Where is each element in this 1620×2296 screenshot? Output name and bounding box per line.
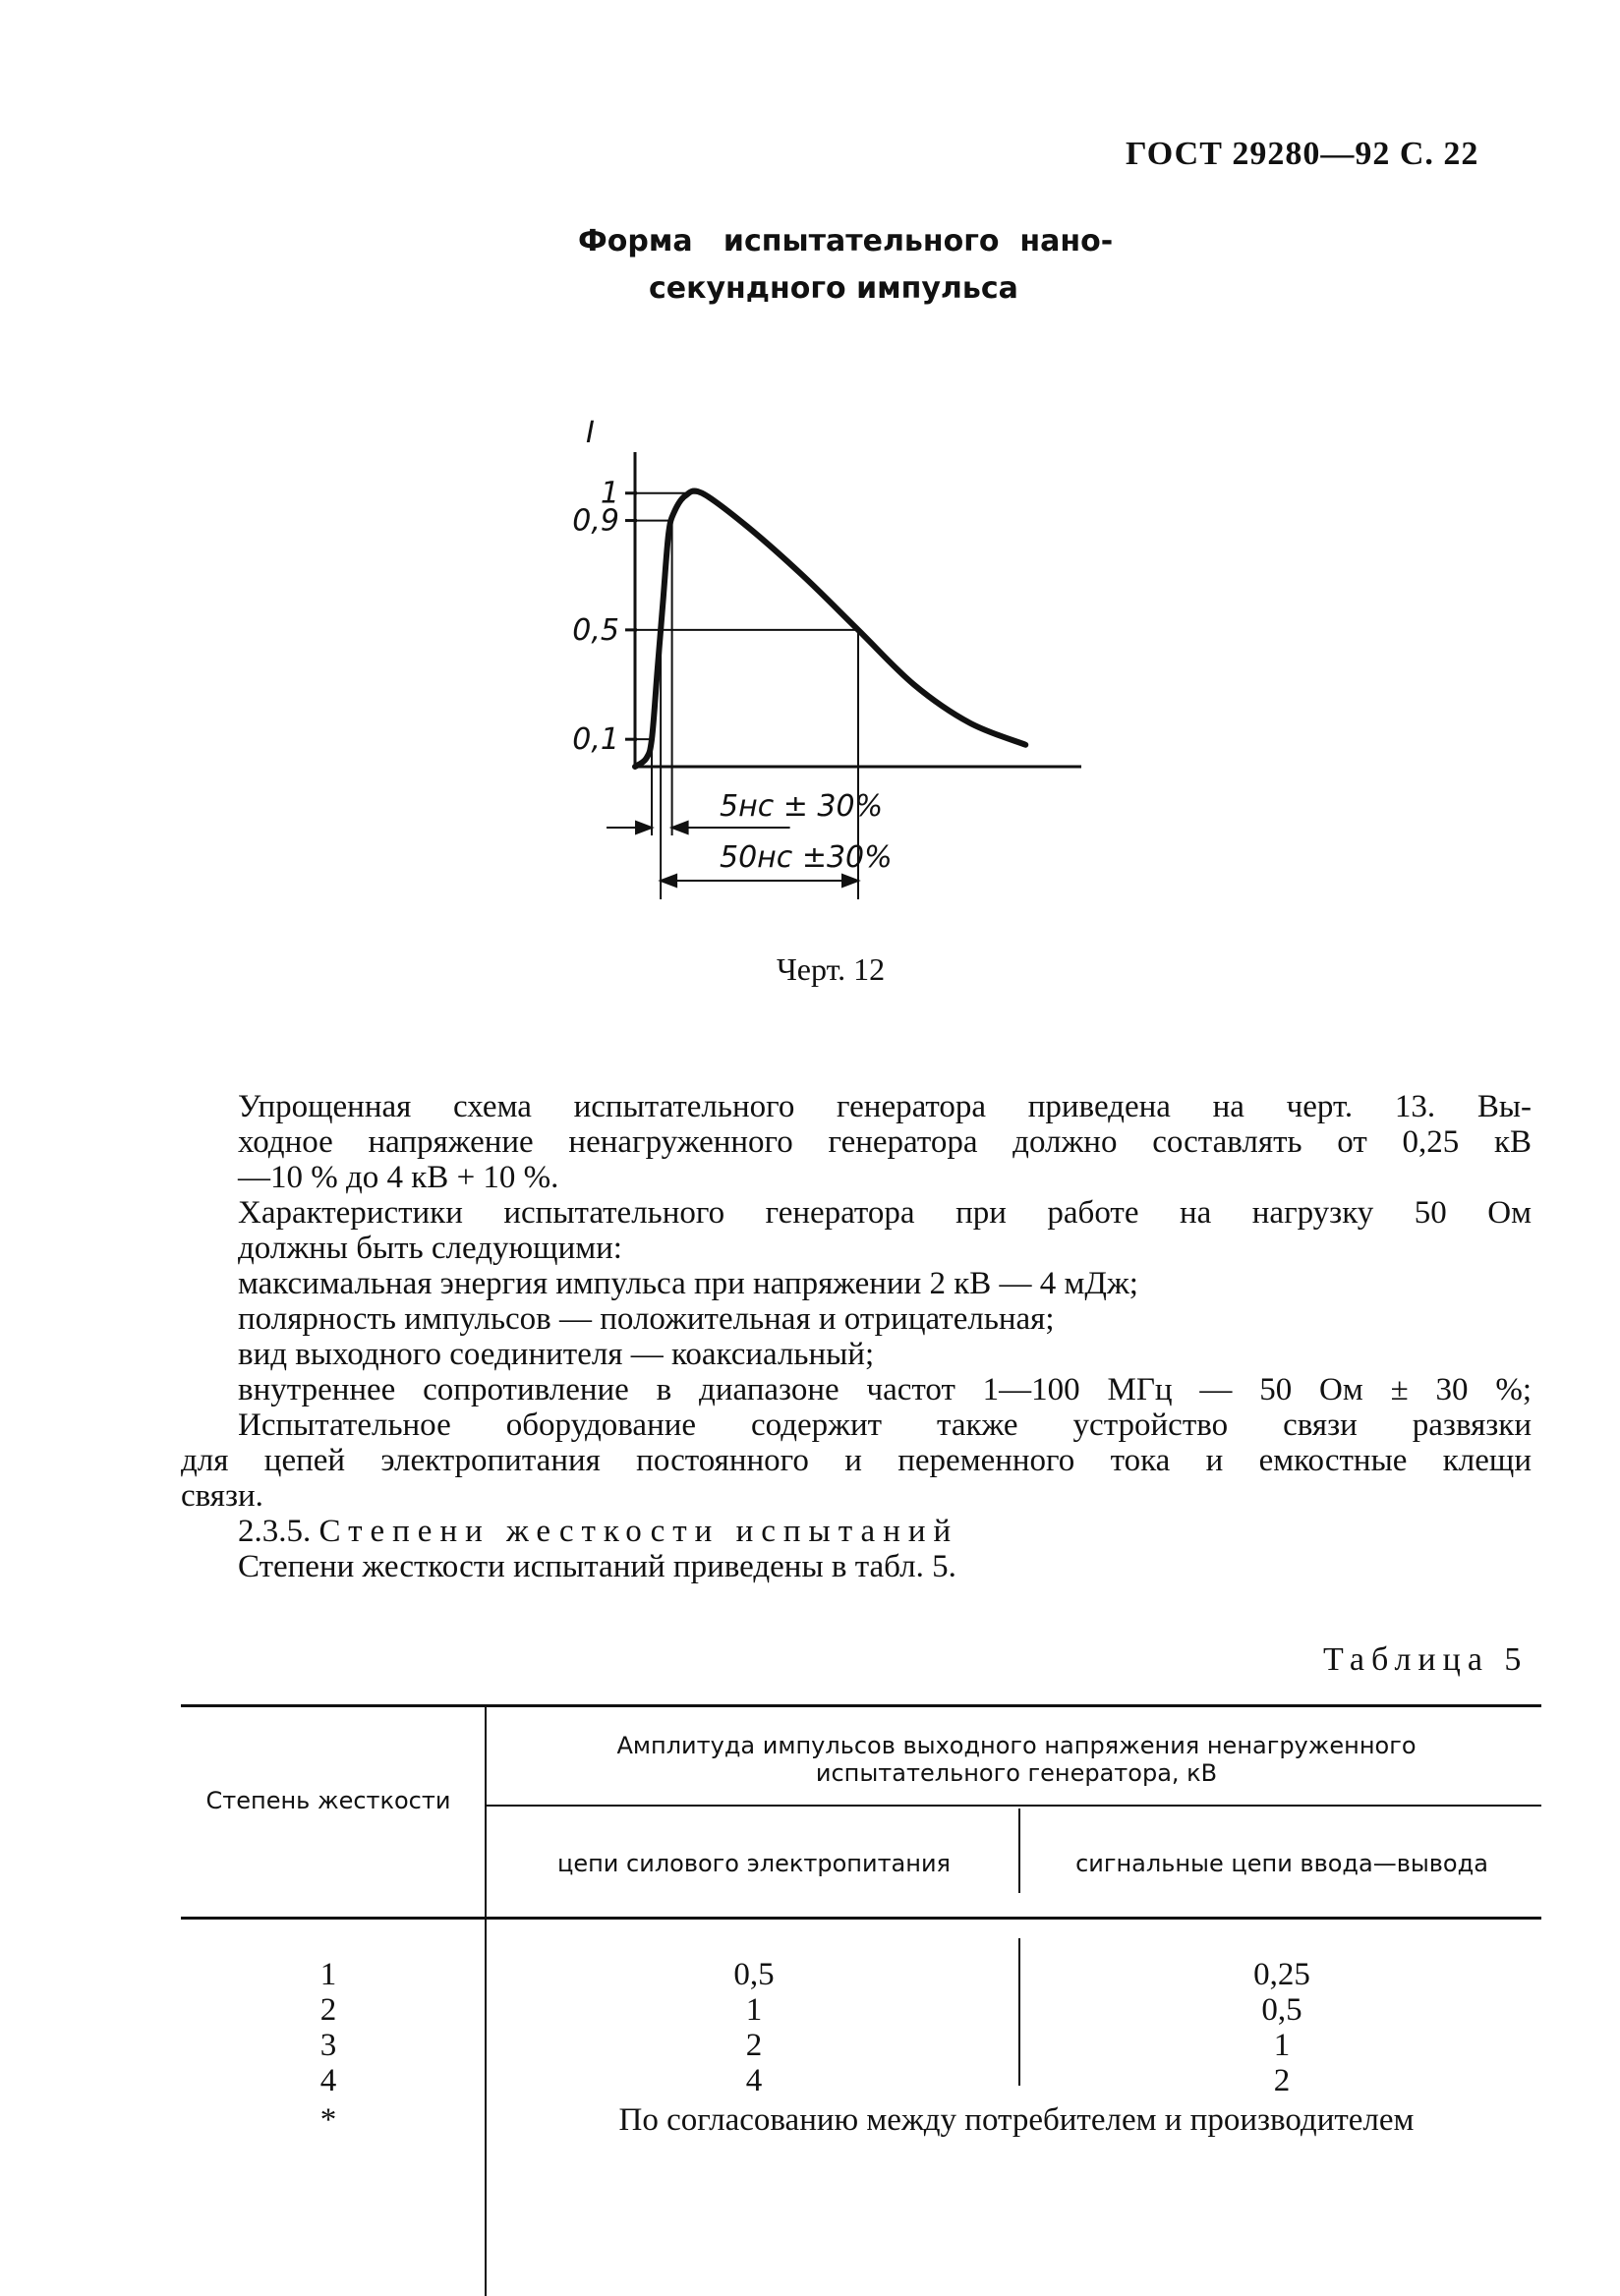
paragraph-line: должны быть следующими: <box>238 1231 622 1266</box>
table-cell-signal: 0,5 <box>1261 1992 1302 2028</box>
figure-title-line1: Форма испытательного нано- <box>578 224 1114 258</box>
y-tick-label: 1 <box>600 476 619 511</box>
y-tick-label: 0,1 <box>572 722 619 758</box>
table-cell-power: 0,5 <box>733 1957 775 1992</box>
table-cell-level: 4 <box>319 2063 337 2098</box>
table-cell-signal: 1 <box>1273 2028 1291 2063</box>
table-cell-power: 2 <box>745 2028 763 2063</box>
list-item: внутреннее сопротивление в диапазоне частот 1—100 МГц — 50 Ом ± 30 %; <box>238 1372 1532 1407</box>
paragraph-line: Степени жесткости испытаний приведены в табл. 5. <box>238 1549 956 1584</box>
dim-arrow <box>661 875 676 887</box>
paragraph-line: —10 % до 4 кВ + 10 %. <box>238 1160 559 1195</box>
y-axis-label: I <box>586 416 595 450</box>
table-cell-level: 2 <box>319 1992 337 2028</box>
table-top-rule <box>181 1704 1541 1707</box>
table-header-span-line1: Амплитуда импульсов выходного напряжения ненагруженного <box>616 1732 1417 1759</box>
table-cell-note: По согласованию между потребителем и производителем <box>618 2102 1415 2138</box>
pulse-curve <box>635 490 1025 767</box>
pulse-chart <box>550 403 1101 914</box>
section-title: Степени жесткости испытаний <box>318 1514 959 1549</box>
table-cell-power: 1 <box>745 1992 763 2028</box>
table-col-divider <box>485 1704 487 2296</box>
paragraph-line: для цепей электропитания постоянного и переменного тока и емкостные клещи <box>181 1443 1532 1478</box>
table-cell-level: * <box>319 2102 337 2138</box>
table-header-span <box>492 1732 1541 1787</box>
list-item: полярность импульсов — положительная и отрицательная; <box>238 1301 1055 1337</box>
table-header-power: цепи силового электропитания <box>557 1850 951 1877</box>
dim-arrow <box>636 822 652 833</box>
table-header-signal: сигнальные цепи ввода—вывода <box>1075 1850 1488 1877</box>
table-header-span-line2: испытательного генератора, кВ <box>815 1759 1218 1787</box>
paragraph-line <box>238 1195 1532 1231</box>
y-tick-label: 0,5 <box>572 612 619 648</box>
section-heading <box>238 1514 958 1549</box>
table-cell-level: 1 <box>319 1957 337 1992</box>
figure-caption: Черт. 12 <box>777 951 886 987</box>
table-cell-level: 3 <box>319 2028 337 2063</box>
table-header-level: Степень жесткости <box>205 1787 451 1814</box>
paragraph-text: Характеристики испытательного генератора при работе на нагрузку 50 Ом <box>238 1195 1532 1231</box>
table-label: Таблица 5 <box>1323 1641 1529 1678</box>
list-item: максимальная энергия импульса при напряжении 2 кВ — 4 мДж; <box>238 1266 1138 1301</box>
section-number: 2.3.5. <box>238 1514 312 1549</box>
table-cell-signal: 2 <box>1273 2063 1291 2098</box>
page-header: ГОСТ 29280—92 С. 22 <box>1126 136 1479 172</box>
paragraph-line: Упрощенная схема испытательного генератора приведена на черт. 13. Вы- <box>238 1089 1532 1124</box>
table-cell-signal: 0,25 <box>1253 1957 1310 1992</box>
duration-label: 50нс ±30% <box>720 840 893 875</box>
dim-arrow <box>672 822 688 833</box>
table-cell-power: 4 <box>745 2063 763 2098</box>
rise-time-label: 5нс ± 30% <box>720 789 884 824</box>
table-header-bottom-rule <box>181 1917 1541 1920</box>
figure-title-line2: секундного импульса <box>649 271 1018 306</box>
table-header-rule <box>485 1805 1541 1807</box>
paragraph-line: ходное напряжение ненагруженного генератора должно составлять от 0,25 кВ <box>238 1124 1532 1160</box>
table-col-divider <box>1018 1938 1020 2086</box>
paragraph-line: связи. <box>181 1478 263 1514</box>
table-col-divider <box>1018 1808 1020 1893</box>
list-item: вид выходного соединителя — коаксиальный; <box>238 1337 875 1372</box>
y-tick-label: 0,9 <box>572 503 619 539</box>
paragraph-line: Испытательное оборудование содержит также устройство связи развязки <box>238 1407 1532 1443</box>
dim-arrow <box>842 875 858 887</box>
